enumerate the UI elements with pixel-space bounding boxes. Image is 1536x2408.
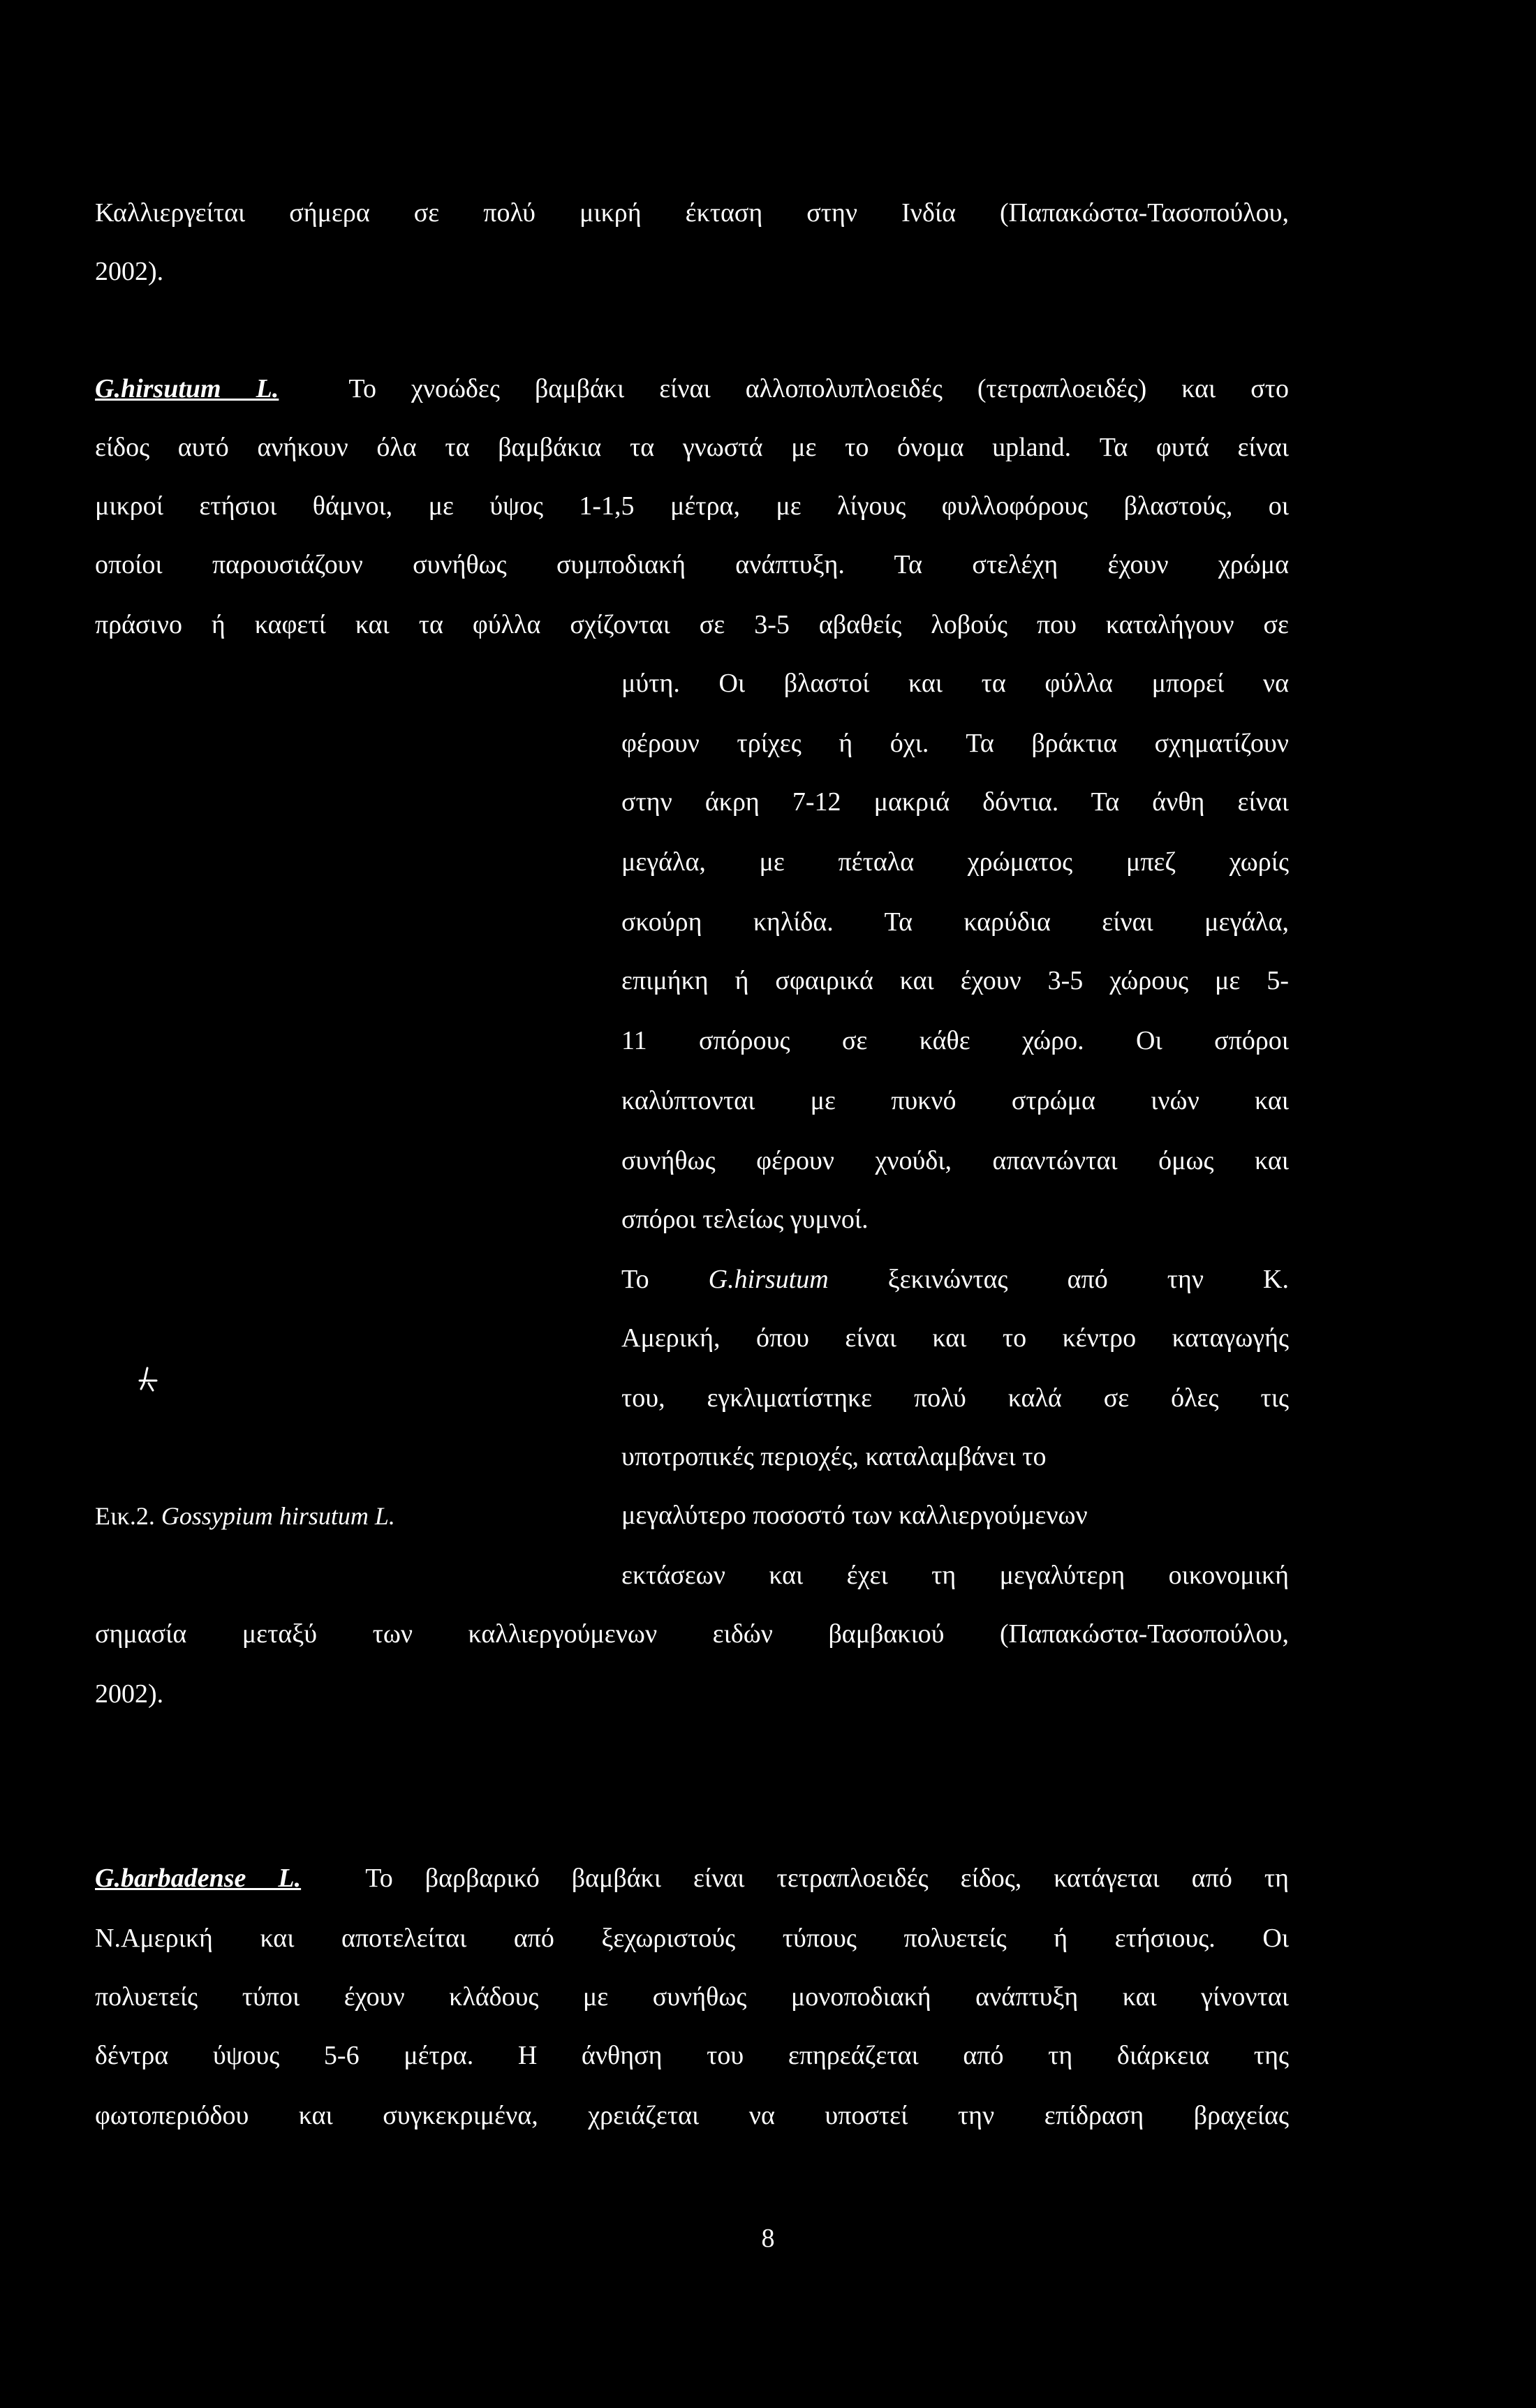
text-line: μικροί ετήσιοι θάμνοι, με ύψος 1-1,5 μέτρα, με λίγους φυλλοφόρους βλαστούς, οι [95, 491, 1289, 521]
text-segment: ξεκινώντας από την Κ. [887, 1265, 1289, 1294]
text-line: συνήθως φέρουν χνούδι, απαντώνται όμως και [621, 1146, 1289, 1175]
text-line: Ν.Αμερική και αποτελείται από ξεχωριστούς τύπους πολυετείς ή ετήσιους. Οι [95, 1924, 1289, 1953]
text-line: μεγαλύτερο ποσοστό των καλλιεργούμενων [621, 1501, 1088, 1530]
text-line: 11 σπόρους σε κάθε χώρο. Οι σπόροι [621, 1026, 1289, 1055]
text-line: Καλλιεργείται σήμερα σε πολύ μικρή έκταση στην Ινδία (Παπακώστα-Τασοπούλου, [95, 198, 1289, 228]
text-segment: Το βαρβαρικό βαμβάκι είναι τετραπλοειδές είδος, κατάγεται από τη [365, 1864, 1290, 1893]
text-line: σπόροι τελείως γυμνοί. [621, 1205, 869, 1234]
text-line: μύτη. Οι βλαστοί και τα φύλλα μπορεί να [621, 669, 1289, 698]
species-name: G.hirsutum [708, 1265, 829, 1294]
species-heading-hirsutum: G.hirsutum L. [95, 374, 279, 403]
figure-caption-species: Gossypium hirsutum L. [161, 1502, 395, 1530]
text-segment: Το [621, 1265, 649, 1294]
text-line: σημασία μεταξύ των καλλιεργούμενων ειδών βαμβακιού (Παπακώστα-Τασοπούλου, [95, 1619, 1289, 1649]
text-line: 2002). [95, 257, 164, 286]
text-segment: Το χνοώδες βαμβάκι είναι αλλοπολυπλοειδές (τετραπλοειδές) και στο [348, 374, 1290, 403]
figure-mark-icon [138, 1367, 158, 1392]
text-line: οποίοι παρουσιάζουν συνήθως συμποδιακή ανάπτυξη. Τα στελέχη έχουν χρώμα [95, 550, 1289, 579]
text-line [95, 376, 1289, 402]
text-line: σκούρη κηλίδα. Τα καρύδια είναι μεγάλα, [621, 907, 1289, 937]
text-line: φωτοπεριόδου και συγκεκριμένα, χρειάζεται να υποστεί την επίδραση βραχείας [95, 2101, 1289, 2130]
text-line: 2002). [95, 1679, 164, 1709]
text-line: μεγάλα, με πέταλα χρώματος μπεζ χωρίς [621, 847, 1289, 877]
text-line: καλύπτονται με πυκνό στρώμα ινών και [621, 1086, 1289, 1115]
species-heading-barbadense: G.barbadense L. [95, 1864, 302, 1893]
text-line [621, 1266, 1289, 1293]
figure-caption-label: Εικ.2. [95, 1502, 155, 1530]
text-line: Αμερική, όπου είναι και το κέντρο καταγωγής [621, 1323, 1289, 1353]
text-line: πράσινο ή καφετί και τα φύλλα σχίζονται σε 3-5 αβαθείς λοβούς που καταλήγουν σε [95, 610, 1289, 639]
figure-caption [95, 1503, 395, 1529]
text-line: επιμήκη ή σφαιρικά και έχουν 3-5 χώρους με 5- [621, 966, 1289, 995]
text-line: πολυετείς τύποι έχουν κλάδους με συνήθως μονοποδιακή ανάπτυξη και γίνονται [95, 1982, 1289, 2012]
text-line: δέντρα ύψους 5-6 μέτρα. Η άνθηση του επηρεάζεται από τη διάρκεια της [95, 2041, 1289, 2070]
text-line: υποτροπικές περιοχές, καταλαμβάνει το [621, 1442, 1047, 1471]
text-line: του, εγκλιματίστηκε πολύ καλά σε όλες τις [621, 1383, 1289, 1413]
text-line: εκτάσεων και έχει τη μεγαλύτερη οικονομική [621, 1561, 1289, 1590]
text-line: είδος αυτό ανήκουν όλα τα βαμβάκια τα γνωστά με το όνομα upland. Τα φυτά είναι [95, 433, 1289, 462]
text-line [95, 1865, 1289, 1892]
page-number: 8 [761, 2224, 775, 2253]
text-line: φέρουν τρίχες ή όχι. Τα βράκτια σχηματίζουν [621, 729, 1289, 758]
text-line: στην άκρη 7-12 μακριά δόντια. Τα άνθη είναι [621, 787, 1289, 817]
